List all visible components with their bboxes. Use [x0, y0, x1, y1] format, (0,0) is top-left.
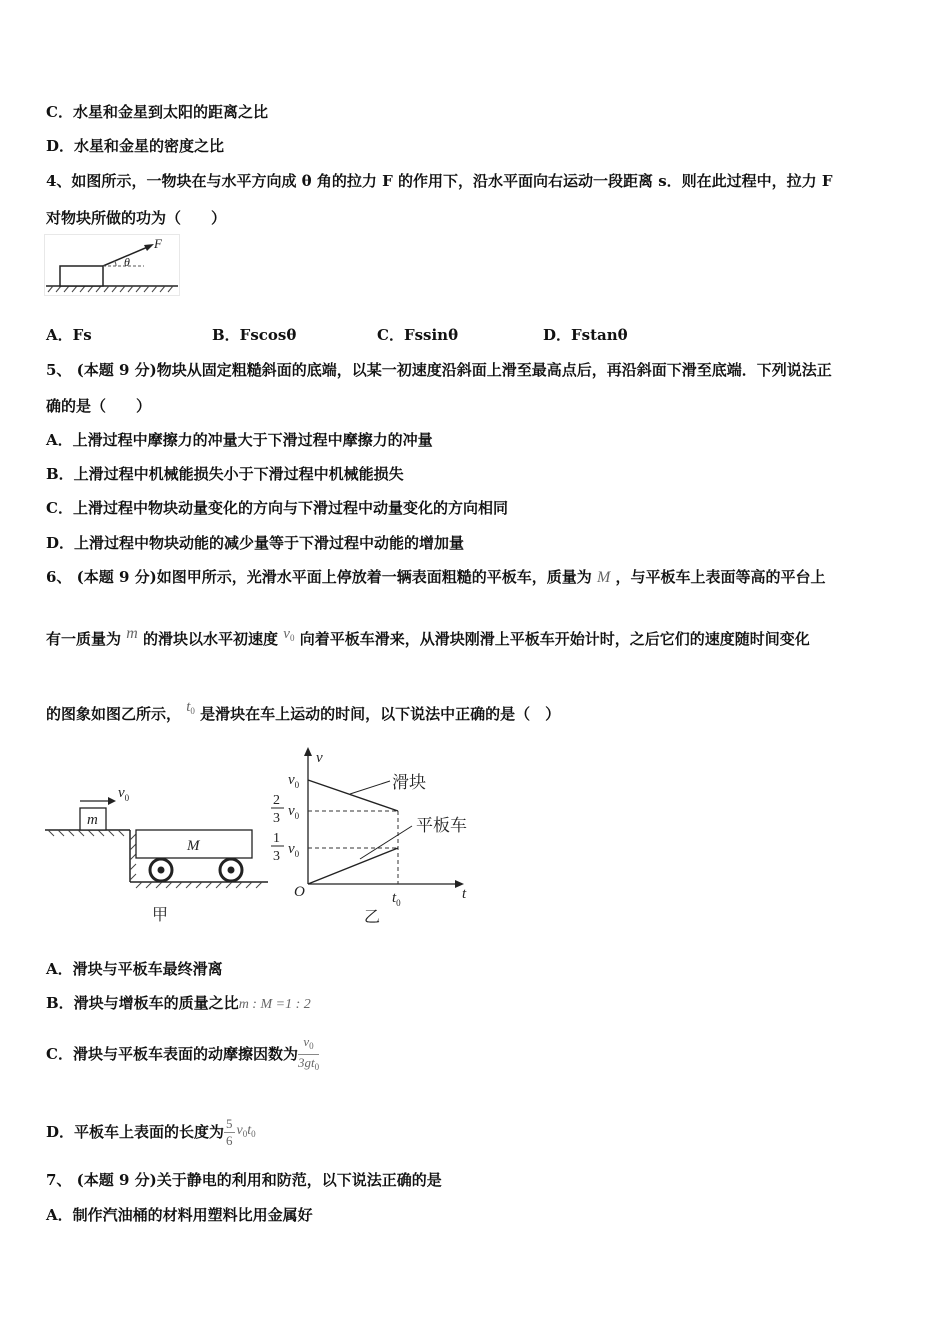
q6-v0-sub: 0 — [289, 633, 295, 643]
q6-line-cart — [308, 848, 398, 884]
q6-option-c-den-main: 3gt — [297, 1054, 315, 1070]
q6-option-b — [46, 993, 311, 1015]
q6-option-c-fraction — [298, 1034, 319, 1075]
q6-stem-line3-b: 是滑块在车上运动的时间，以下说法中正确的是（ ） — [200, 705, 561, 723]
q6-graph-t0: $t_0$ — [392, 890, 401, 908]
q6-option-d-tail-sub2: 0 — [251, 1128, 256, 1139]
q6-stem-line2-a: 有一质量为 — [46, 630, 122, 648]
q5-option-a: A．上滑过程中摩擦力的冲量大于下滑过程中摩擦力的冲量 — [46, 431, 433, 449]
q4-ground-hatch — [48, 286, 173, 292]
q6-option-d — [46, 1110, 256, 1154]
q3-option-d: D．水星和金星的密度之比 — [46, 137, 225, 155]
q6-option-d-fraction — [224, 1116, 235, 1149]
q3-option-c: C．水星和金星到太阳的距离之比 — [46, 103, 268, 121]
q4-option-a: A．Fs — [46, 326, 92, 344]
q6-option-c-text: C．滑块与平板车表面的动摩擦因数为 — [46, 1045, 298, 1063]
q6-v0-arrowhead — [108, 797, 116, 805]
q6-figure-yi-label: 乙 — [364, 909, 381, 926]
q4-theta-label: θ — [124, 255, 130, 269]
q6-option-d-text: D．平板车上表面的长度为 — [46, 1123, 225, 1141]
q6-option-d-denominator: 6 — [226, 1132, 233, 1148]
q6-stem-line1 — [46, 567, 826, 588]
q6-graph-v-axis-arrow — [304, 747, 312, 756]
q6-option-c-den-sub: 0 — [314, 1061, 320, 1072]
q6-tick-23-v0: $v_0$ — [288, 803, 300, 821]
q6-option-b-math: m : M =1 : 2 — [238, 997, 311, 1012]
q6-option-d-tail-v: v — [236, 1122, 243, 1138]
q6-tick-13-v0: $v_0$ — [288, 841, 300, 859]
q6-option-c — [46, 1032, 319, 1076]
q6-tick-13-num: 1 — [273, 831, 280, 846]
q4-figure — [44, 234, 180, 296]
q6-option-d-tail-sub1: 0 — [242, 1128, 248, 1139]
q6-v0-symbol — [283, 626, 294, 642]
q6-graph-v-label: v — [316, 750, 323, 766]
q5-stem-line1: 5、 (本题 9 分)物块从固定粗糙斜面的底端，以某一初速度沿斜面上滑至最高点后，再沿斜面下滑至底端．下列说法正 — [46, 361, 832, 379]
q6-label-cart-leader — [360, 826, 412, 859]
q6-tick-23-num: 2 — [273, 793, 280, 808]
q6-slider-mass-label: m — [87, 812, 98, 828]
q6-t0-t: t — [186, 699, 191, 715]
q6-option-b-text: B．滑块与增板车的质量之比 — [46, 994, 239, 1012]
q6-stem-line2-c: 向着平板车滑来，从滑块刚滑上平板车开始计时，之后它们的速度随时间变化 — [299, 630, 810, 648]
q6-line-slider — [308, 780, 398, 811]
q5-stem-line2: 确的是（ ） — [46, 397, 152, 415]
q4-option-c: C．Fssinθ — [377, 326, 459, 344]
q6-option-d-tail-t: t — [247, 1122, 252, 1138]
q6-option-c-num-v: v — [303, 1033, 310, 1049]
q6-figure-jia-label: 甲 — [152, 907, 169, 924]
q6-option-c-numerator — [298, 1034, 319, 1055]
q6-label-slider: 滑块 — [392, 773, 426, 792]
q4-stem-line2: 对物块所做的功为（ ） — [46, 209, 227, 227]
q6-platform-hatch — [48, 830, 136, 880]
q6-option-c-denominator — [298, 1055, 319, 1075]
q6-figure — [40, 744, 480, 930]
q4-block — [60, 266, 103, 286]
q6-ground-hatch — [136, 882, 262, 888]
q6-option-a: A．滑块与平板车最终滑离 — [46, 960, 223, 978]
q6-cart-wheel-right-hub — [228, 867, 235, 874]
q6-stem-line3-a: 的图象如图乙所示， — [46, 705, 182, 723]
q6-tick-13-den: 3 — [273, 849, 280, 864]
q6-tick-v0: $v_0$ — [288, 772, 300, 790]
q7-stem: 7、 (本题 9 分)关于静电的利用和防范，以下说法正确的是 — [46, 1171, 442, 1189]
q6-stem-line1-b: ，与平板车上表面等高的平台上 — [615, 568, 826, 586]
q4-force-arrowhead — [144, 244, 154, 251]
q4-angle-arc — [114, 261, 116, 266]
q5-option-b: B．上滑过程中机械能损失小于下滑过程中机械能损失 — [46, 465, 404, 483]
q4-option-b: B．Fscosθ — [212, 326, 297, 344]
q6-t0-symbol — [186, 699, 195, 715]
q6-option-c-num-sub: 0 — [309, 1040, 314, 1051]
q6-stem-line2-b: 的滑块以水平初速度 — [143, 630, 279, 648]
q6-label-cart: 平板车 — [416, 816, 467, 835]
q6-tick-23-den: 3 — [273, 811, 280, 826]
q4-force-label: F — [154, 236, 162, 251]
q6-option-d-tail — [237, 1121, 256, 1144]
q5-option-c: C．上滑过程中物块动量变化的方向与下滑过程中动量变化的方向相同 — [46, 499, 508, 517]
q6-v0-v: v — [283, 626, 290, 642]
q6-stem-line2 — [46, 625, 810, 654]
q6-t0-sub: 0 — [190, 706, 195, 716]
q4-stem-line1: 4、如图所示，一物块在与水平方向成 θ 角的拉力 F 的作用下，沿水平面向右运动一段距离 s．则在此过程中，拉力 F — [46, 172, 833, 190]
q6-cart-wheel-left-hub — [158, 867, 165, 874]
q6-graph-origin: O — [294, 884, 305, 900]
q6-stem-line3 — [46, 699, 561, 729]
q7-option-a: A．制作汽油桶的材料用塑料比用金属好 — [46, 1206, 313, 1224]
q6-mass-M: M — [596, 569, 611, 586]
q6-label-slider-leader — [350, 781, 390, 794]
q6-cart-mass-label: M — [187, 838, 200, 854]
q6-stem-line1-a: 6、 (本题 9 分)如图甲所示，光滑水平面上停放着一辆表面粗糙的平板车，质量为 — [46, 568, 592, 586]
q6-graph-t-label: t — [462, 886, 467, 902]
q4-option-d: D．Fstanθ — [543, 326, 628, 344]
q5-option-d: D．上滑过程中物块动能的减少量等于下滑过程中动能的增加量 — [46, 534, 465, 552]
q6-fig-v0-label: $v_0$ — [118, 785, 130, 803]
q6-mass-m: m — [126, 625, 138, 642]
q6-option-d-numerator: 5 — [226, 1115, 233, 1131]
